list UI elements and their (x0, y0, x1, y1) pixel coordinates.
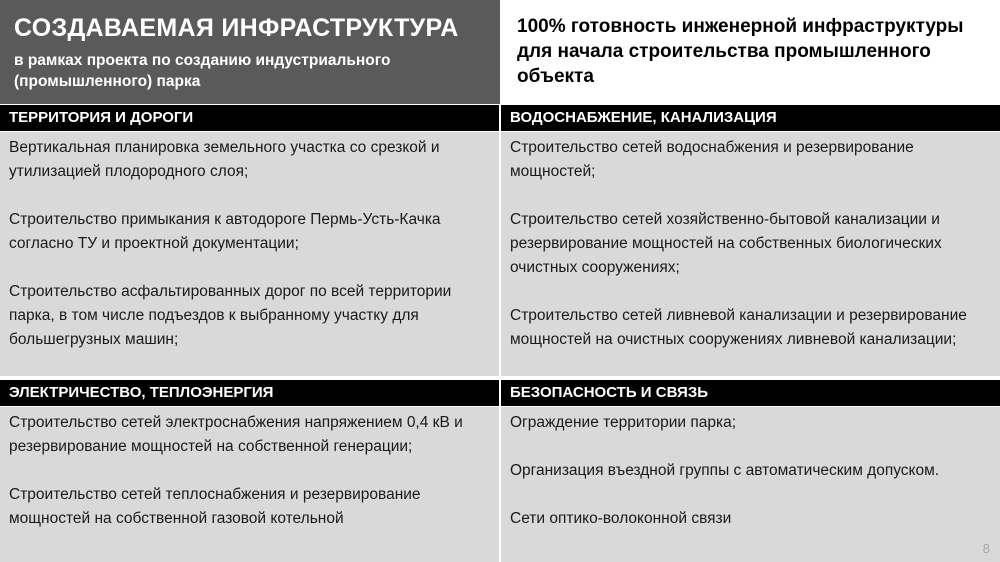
list-item: Строительство сетей водоснабжения и резервирование мощностей; (510, 139, 914, 180)
list-item: Строительство сетей электроснабжения напряжением 0,4 кВ и резервирование мощностей на собственной генерации; (9, 414, 463, 455)
page-number: 8 (982, 541, 990, 556)
list-item: Вертикальная планировка земельного участка со срезкой и утилизацией плодородного слоя; (9, 139, 440, 180)
list-item: Ограждение территории парка; (510, 414, 737, 431)
section-header-security: БЕЗОПАСНОСТЬ И СВЯЗЬ (501, 380, 1000, 406)
section-body-territory (0, 132, 499, 376)
page-subtitle: в рамках проекта по созданию индустриального (промышленного) парка (14, 52, 391, 90)
title-banner (0, 0, 500, 104)
list-item: Строительство сетей ливневой канализации и резервирование мощностей на очистных сооружениях ливневой канализации; (510, 307, 967, 348)
list-item: Строительство сетей теплоснабжения и резервирование мощностей на собственной газовой котельной (9, 486, 421, 527)
section-body-security (501, 407, 1000, 562)
section-header-energy: ЭЛЕКТРИЧЕСТВО, ТЕПЛОЭНЕРГИЯ (0, 380, 499, 406)
page-title: СОЗДАВАЕМАЯ ИНФРАСТРУКТУРА (14, 14, 459, 42)
section-body-energy (0, 407, 499, 562)
list-item: Сети оптико-волоконной связи (510, 510, 732, 527)
list-item: Строительство асфальтированных дорог по всей территории парка, в том числе подъездов к выбранному участку для большегрузных машин; (9, 283, 452, 348)
list-item: Строительство сетей хозяйственно-бытовой канализации и резервирование мощностей на собственных биологических очистных сооружениях; (510, 211, 942, 276)
section-header-water: ВОДОСНАБЖЕНИЕ, КАНАЛИЗАЦИЯ (501, 105, 1000, 131)
list-item: Строительство примыкания к автодороге Пермь-Усть-Качка согласно ТУ и проектной документации; (9, 211, 441, 252)
section-body-water (501, 132, 1000, 376)
headline: 100% готовность инженерной инфраструктуры для начала строительства промышленного объекта (517, 16, 964, 87)
list-item: Организация въездной группы с автоматическим допуском. (510, 462, 940, 479)
section-header-territory: ТЕРРИТОРИЯ И ДОРОГИ (0, 105, 499, 131)
